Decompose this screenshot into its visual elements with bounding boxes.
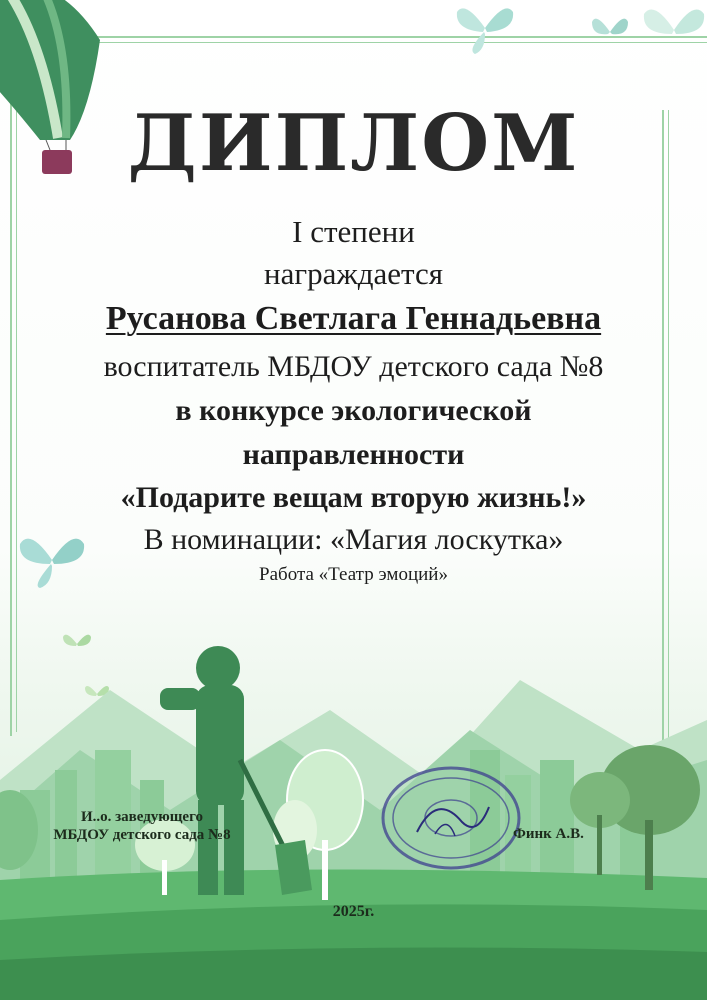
awarded-text: награждается: [264, 256, 443, 291]
recipient-position: воспитатель МБДОУ детского сада №8: [103, 350, 604, 383]
nomination: В номинации: «Магия лоскутка»: [143, 523, 564, 556]
signer-position: [22, 808, 262, 844]
signer-position-line-2: МБДОУ детского сада №8: [53, 827, 231, 843]
recipient-name-line: [0, 300, 707, 338]
contest-line-1: в конкурсе экологической: [175, 394, 532, 427]
diploma-degree: I степени: [292, 214, 415, 249]
signer-name: Финк А.В.: [513, 826, 584, 842]
contest-name: «Подарите вещам вторую жизнь!»: [120, 481, 587, 514]
recipient-name: Русанова Светлага Геннадьевна: [105, 300, 602, 337]
contest-line-2: направленности: [242, 438, 465, 471]
signer-position-line-1: И..о. заведующего: [80, 809, 204, 825]
official-stamp: [377, 762, 525, 874]
nature-landscape-illustration: [0, 560, 707, 1000]
butterfly-icon: [640, 0, 707, 60]
butterfly-icon: [455, 0, 515, 55]
diploma-year: 2025г.: [332, 903, 375, 920]
work-title: Работа «Театр эмоций»: [259, 564, 448, 585]
butterfly-icon: [590, 12, 630, 52]
diploma-title: ДИПЛОМ: [127, 98, 580, 189]
